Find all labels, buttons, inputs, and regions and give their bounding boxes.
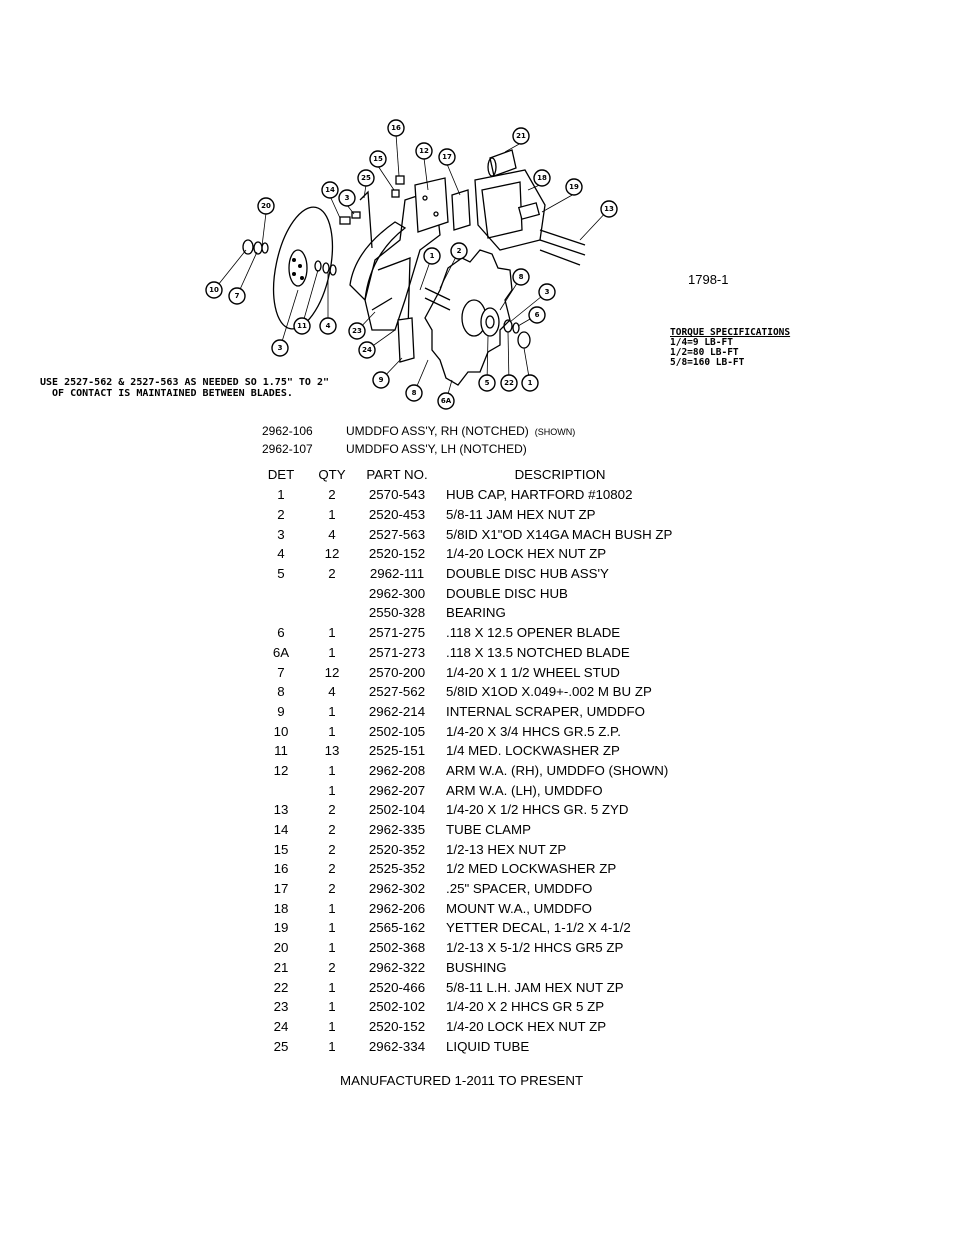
table-row [250, 485, 678, 505]
callout-3 [539, 284, 555, 300]
cell-part-no: 2520-453 [368, 507, 426, 523]
cell-qty: 1 [328, 762, 336, 778]
callout-13 [601, 201, 617, 217]
callout-1 [424, 248, 440, 264]
cell-description: .25" SPACER, UMDDFO [446, 881, 593, 897]
table-row [250, 564, 678, 584]
cell-description: ARM W.A. (LH), UMDDFO [446, 782, 603, 798]
callout-21 [513, 128, 529, 144]
cell-description: 1/4-20 X 2 HHCS GR 5 ZP [446, 999, 605, 1015]
callout-label: 23 [352, 327, 362, 335]
cell-description: YETTER DECAL, 1-1/2 X 4-1/2 [446, 920, 631, 936]
cell-qty: 1 [328, 1038, 336, 1054]
callout-12 [416, 143, 432, 159]
cell-qty: 2 [328, 881, 336, 897]
callout-label: 14 [325, 186, 335, 194]
cell-part-no: 2962-335 [368, 822, 426, 838]
cell-det [250, 603, 312, 623]
callout-label: 24 [362, 346, 372, 354]
cell-description: DOUBLE DISC HUB ASS'Y [446, 566, 609, 582]
callout-label: 9 [378, 376, 384, 384]
callout-label: 5 [484, 379, 490, 387]
table-row [250, 859, 678, 879]
drawing-lines [243, 150, 585, 385]
table-row [250, 820, 678, 840]
table-row [250, 879, 678, 899]
cell-description: 1/4-20 X 1 1/2 WHEEL STUD [446, 664, 620, 680]
parts-table-body [250, 485, 678, 1056]
cell-description: 1/4-20 X 3/4 HHCS GR.5 Z.P. [446, 723, 621, 739]
cell-description: 5/8ID X1OD X.049+-.002 M BU ZP [446, 684, 652, 700]
callout-5 [479, 375, 495, 391]
cell-description: HUB CAP, HARTFORD #10802 [446, 487, 633, 503]
cell-part-no: 2571-275 [368, 625, 426, 641]
cell-det: 25 [273, 1038, 289, 1054]
callout-label: 3 [277, 344, 283, 352]
cell-det: 9 [277, 703, 285, 719]
cell-qty: 1 [328, 979, 336, 995]
cell-qty: 1 [328, 999, 336, 1015]
parts-table-header [250, 463, 678, 485]
table-row [250, 662, 678, 682]
cell-qty: 2 [328, 822, 336, 838]
cell-det: 19 [273, 920, 289, 936]
callout-2 [451, 243, 467, 259]
cell-description: DOUBLE DISC HUB [446, 585, 568, 601]
callout-label: 1 [429, 252, 435, 260]
callout-label: 16 [391, 124, 401, 132]
torque-line: 5/8=160 LB-FT [670, 357, 745, 368]
assembly-description: UMDDFO ASS'Y, LH (NOTCHED) [346, 442, 527, 456]
callout-15 [370, 151, 386, 167]
cell-part-no: 2525-352 [368, 861, 426, 877]
table-row [250, 643, 678, 663]
callout-label: 11 [297, 322, 307, 330]
cell-part-no: 2962-208 [368, 762, 426, 778]
callout-9 [373, 372, 389, 388]
callout-19 [566, 179, 582, 195]
cell-part-no: 2962-334 [368, 1038, 426, 1054]
cell-part-no: 2962-207 [368, 782, 426, 798]
cell-qty: 1 [328, 507, 336, 523]
assembly-list [262, 424, 575, 460]
cell-description: 5/8-11 JAM HEX NUT ZP [446, 507, 596, 523]
callout-1 [522, 375, 538, 391]
cell-qty: 2 [328, 861, 336, 877]
cell-det: 6A [272, 644, 290, 660]
callout-16 [388, 120, 404, 136]
cell-description: 1/4-20 X 1/2 HHCS GR. 5 ZYD [446, 802, 629, 818]
table-row [250, 938, 678, 958]
callout-label: 6 [534, 311, 540, 319]
cell-part-no: 2550-328 [368, 605, 426, 621]
assembly-row [262, 424, 575, 442]
callout-7 [229, 288, 245, 304]
table-row [250, 1017, 678, 1037]
cell-det [250, 780, 312, 800]
torque-line: 1/2=80 LB-FT [670, 347, 739, 358]
cell-description: BEARING [446, 605, 506, 621]
callout-3 [272, 340, 288, 356]
callout-label: 15 [373, 155, 383, 163]
cell-qty: 1 [328, 1018, 336, 1034]
cell-part-no: 2502-102 [368, 999, 426, 1015]
table-row [250, 977, 678, 997]
assembly-part-number: 2962-106 [262, 424, 313, 438]
header-qty: QTY [318, 466, 346, 482]
cell-det: 1 [277, 487, 285, 503]
cell-description: LIQUID TUBE [446, 1038, 530, 1054]
parts-table [250, 463, 678, 1056]
drawing-number: 1798-1 [688, 272, 729, 287]
cell-qty: 2 [328, 566, 336, 582]
callout-8 [513, 269, 529, 285]
cell-qty: 2 [328, 802, 336, 818]
cell-description: INTERNAL SCRAPER, UMDDFO [446, 703, 645, 719]
cell-det: 4 [277, 546, 285, 562]
callout-label: 21 [516, 132, 526, 140]
callout-label: 2 [456, 247, 462, 255]
spacing-note: USE 2527-562 & 2527-563 AS NEEDED SO 1.75" TO 2" OF CONTACT IS MAINTAINED BETWEEN BLADES. [40, 377, 329, 399]
callout-10 [206, 282, 222, 298]
cell-det: 6 [277, 625, 285, 641]
callout-11 [294, 318, 310, 334]
callout-label: 20 [261, 202, 271, 210]
cell-description: 1/4 MED. LOCKWASHER ZP [446, 743, 620, 759]
cell-det: 12 [273, 762, 289, 778]
callout-22 [501, 375, 517, 391]
table-row [250, 524, 678, 544]
table-row [250, 505, 678, 525]
cell-qty: 4 [328, 526, 336, 542]
cell-part-no: 2520-466 [368, 979, 426, 995]
cell-qty: 1 [328, 723, 336, 739]
header-description: DESCRIPTION [514, 466, 606, 482]
callout-6A [438, 393, 454, 409]
table-row [250, 1036, 678, 1056]
cell-det: 3 [277, 526, 285, 542]
cell-description: .118 X 13.5 NOTCHED BLADE [446, 644, 630, 660]
cell-det: 17 [273, 881, 289, 897]
callout-14 [322, 182, 338, 198]
cell-qty: 12 [324, 546, 340, 562]
exploded-assembly-diagram [0, 0, 954, 420]
callout-label: 18 [537, 174, 547, 182]
callout-label: 10 [209, 286, 219, 294]
table-row [250, 721, 678, 741]
header-det: DET [267, 466, 295, 482]
callout-25 [358, 170, 374, 186]
table-row [250, 623, 678, 643]
cell-det: 5 [277, 566, 285, 582]
cell-description: ARM W.A. (RH), UMDDFO (SHOWN) [446, 762, 669, 778]
table-row [250, 839, 678, 859]
cell-qty: 2 [328, 841, 336, 857]
cell-part-no: 2570-543 [368, 487, 426, 503]
cell-part-no: 2565-162 [368, 920, 426, 936]
callout-24 [359, 342, 375, 358]
assembly-part-number: 2962-107 [262, 442, 313, 456]
callout-label: 3 [544, 288, 550, 296]
cell-det: 16 [273, 861, 289, 877]
cell-det: 8 [277, 684, 285, 700]
cell-part-no: 2520-152 [368, 1018, 426, 1034]
callout-label: 6A [440, 397, 452, 405]
table-row [250, 761, 678, 781]
table-row [250, 800, 678, 820]
manufactured-date-note: MANUFACTURED 1-2011 TO PRESENT [340, 1073, 584, 1088]
cell-description: 1/2 MED LOCKWASHER ZP [446, 861, 617, 877]
cell-part-no: 2962-111 [369, 566, 425, 582]
cell-det: 18 [273, 900, 289, 916]
cell-det: 15 [273, 841, 289, 857]
torque-title: TORQUE SPECIFICATIONS [670, 327, 791, 338]
callout-23 [349, 323, 365, 339]
table-row [250, 741, 678, 761]
table-row [250, 682, 678, 702]
cell-det [250, 583, 312, 603]
assembly-note: (SHOWN) [534, 427, 576, 437]
cell-qty: 2 [328, 487, 336, 503]
callout-label: 25 [361, 174, 371, 182]
callout-6 [529, 307, 545, 323]
cell-qty: 1 [328, 920, 336, 936]
header-part-no: PART NO. [366, 466, 428, 482]
assembly-description: UMDDFO ASS'Y, RH (NOTCHED) [346, 424, 529, 438]
callout-20 [258, 198, 274, 214]
cell-part-no: 2962-302 [368, 881, 426, 897]
callout-label: 3 [344, 194, 350, 202]
table-row [250, 583, 678, 603]
cell-det: 21 [273, 959, 289, 975]
cell-det: 11 [274, 743, 288, 759]
cell-det: 20 [273, 940, 289, 956]
callout-label: 12 [419, 147, 429, 155]
cell-det: 10 [273, 723, 289, 739]
callout-label: 8 [518, 273, 524, 281]
cell-qty [312, 603, 352, 623]
cell-description: 1/2-13 HEX NUT ZP [446, 841, 567, 857]
callout-18 [534, 170, 550, 186]
cell-description: .118 X 12.5 OPENER BLADE [446, 625, 621, 641]
cell-det: 13 [273, 802, 289, 818]
assembly-row [262, 442, 575, 460]
cell-part-no: 2520-152 [368, 546, 426, 562]
cell-det: 23 [273, 999, 289, 1015]
cell-part-no: 2502-368 [368, 940, 426, 956]
cell-qty: 1 [328, 900, 336, 916]
cell-qty: 13 [324, 743, 340, 759]
cell-description: 5/8ID X1"OD X14GA MACH BUSH ZP [446, 526, 673, 542]
callout-label: 13 [604, 205, 614, 213]
cell-part-no: 2962-300 [368, 585, 426, 601]
table-row [250, 544, 678, 564]
callout-4 [320, 318, 336, 334]
cell-part-no: 2527-563 [368, 526, 426, 542]
cell-qty: 1 [328, 940, 336, 956]
cell-description: MOUNT W.A., UMDDFO [446, 900, 593, 916]
table-row [250, 780, 678, 800]
cell-qty [312, 583, 352, 603]
cell-det: 2 [277, 507, 285, 523]
cell-part-no: 2571-273 [368, 644, 426, 660]
cell-det: 14 [273, 822, 289, 838]
callout-8 [406, 385, 422, 401]
cell-part-no: 2502-104 [368, 802, 426, 818]
cell-description: 1/4-20 LOCK HEX NUT ZP [446, 1018, 607, 1034]
cell-part-no: 2570-200 [368, 664, 426, 680]
cell-qty: 1 [328, 644, 336, 660]
cell-det: 22 [273, 979, 289, 995]
cell-part-no: 2527-562 [368, 684, 426, 700]
cell-qty: 1 [328, 782, 336, 798]
cell-part-no: 2962-322 [368, 959, 426, 975]
callout-label: 7 [234, 292, 240, 300]
cell-description: BUSHING [446, 959, 507, 975]
callout-label: 1 [527, 379, 533, 387]
cell-part-no: 2525-151 [368, 743, 426, 759]
cell-qty: 1 [328, 703, 336, 719]
cell-part-no: 2962-214 [368, 703, 426, 719]
table-row [250, 997, 678, 1017]
cell-qty: 2 [328, 959, 336, 975]
cell-qty: 4 [328, 684, 336, 700]
callout-label: 22 [504, 379, 514, 387]
cell-part-no: 2520-352 [368, 841, 426, 857]
table-row [250, 898, 678, 918]
cell-det: 24 [273, 1018, 289, 1034]
cell-part-no: 2502-105 [368, 723, 426, 739]
cell-det: 7 [277, 664, 285, 680]
table-row [250, 603, 678, 623]
cell-description: 5/8-11 L.H. JAM HEX NUT ZP [446, 979, 624, 995]
callout-label: 19 [569, 183, 579, 191]
table-row [250, 958, 678, 978]
cell-description: TUBE CLAMP [446, 822, 531, 838]
cell-qty: 12 [324, 664, 340, 680]
table-row [250, 702, 678, 722]
callout-label: 4 [325, 322, 331, 330]
callout-label: 8 [411, 389, 417, 397]
callout-label: 17 [442, 153, 452, 161]
table-row [250, 918, 678, 938]
torque-specifications [670, 328, 790, 368]
cell-description: 1/2-13 X 5-1/2 HHCS GR5 ZP [446, 940, 624, 956]
callout-17 [439, 149, 455, 165]
callout-3 [339, 190, 355, 206]
cell-description: 1/4-20 LOCK HEX NUT ZP [446, 546, 607, 562]
cell-part-no: 2962-206 [368, 900, 426, 916]
cell-qty: 1 [328, 625, 336, 641]
torque-line: 1/4=9 LB-FT [670, 337, 733, 348]
